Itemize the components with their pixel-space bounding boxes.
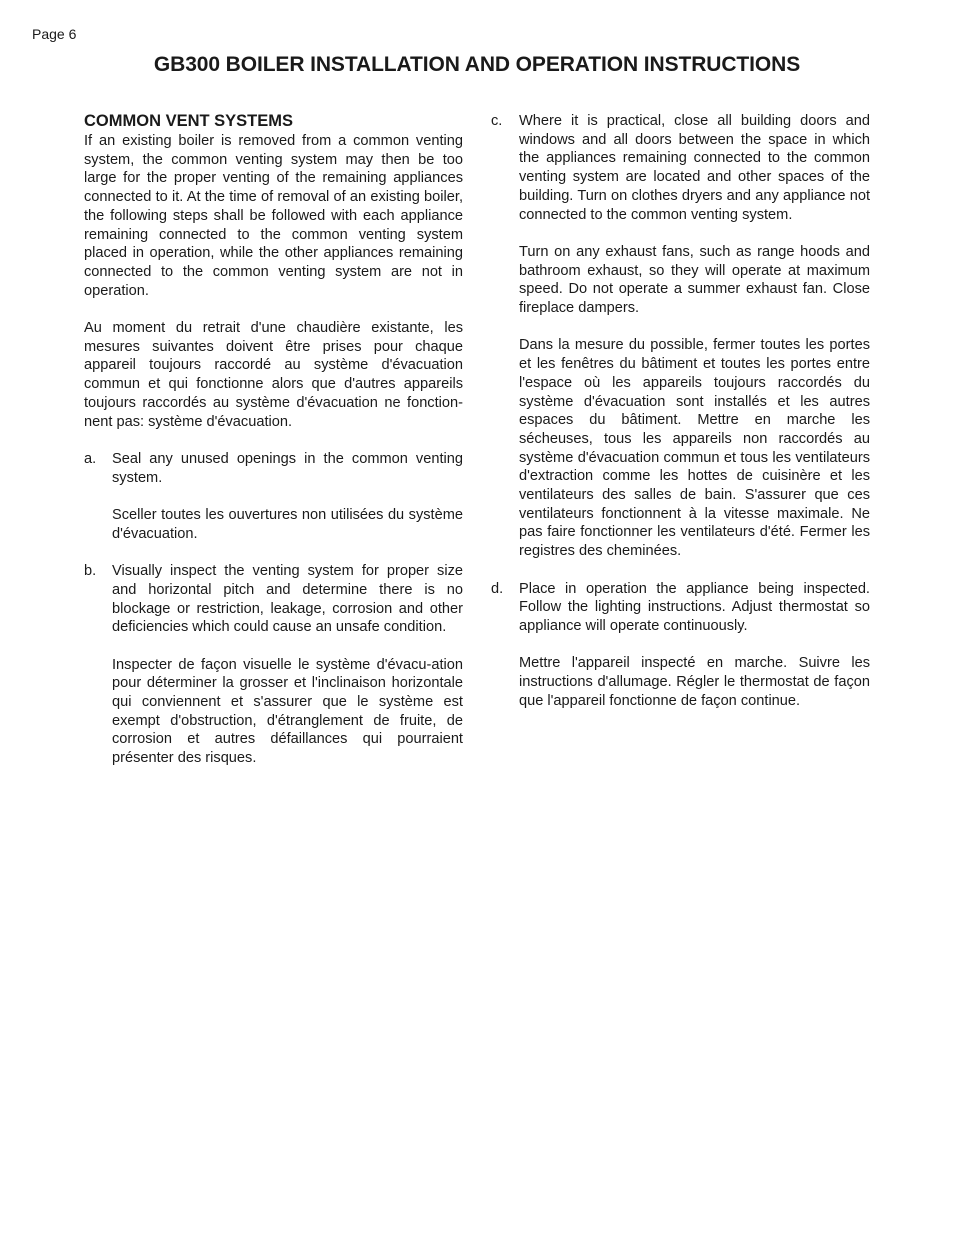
step-d: [491, 580, 870, 711]
step-d-english: Place in operation the appliance being inspected. Follow the lighting instructions. Adjust thermostat so appliance will operate continuously.: [519, 580, 870, 634]
intro-english: If an existing boiler is removed from a common venting system, the common venting system may then be too large for the proper venting of the remaining appliances connected to it. At the time of removal of an existing boiler, the following steps shall be followed with each appliance remaining connected to the common venting system placed in operation, while the other appliances remaining connected to the common venting system are not in operation.: [84, 133, 463, 299]
step-c-marker: c.: [491, 113, 503, 129]
section-heading: COMMON VENT SYSTEMS: [84, 112, 294, 130]
intro-french: Au moment du retrait d'une chaudière existante, les mesures suivantes doivent être prises pour chaque appareil toujours raccordé au système d'évacuation commun et qui fonctionne alors que d'autres appareils toujours raccordés au système d'évacuation ne fonction-nent pas: système d'évacuation.: [84, 320, 463, 430]
step-c-english-continued: Turn on any exhaust fans, such as range hoods and bathroom exhaust, so they will operate at maximum speed. Do not operate a summer exhaust fan. Close fireplace dampers.: [519, 243, 870, 317]
step-b-marker: b.: [84, 563, 97, 580]
step-d-marker: d.: [491, 580, 504, 597]
step-b-french: Inspecter de façon visuelle le système d'évacu-ation pour déterminer la grosser et l'inclinaison horizontale qui conviennent et s'assurer que le système est exempt d'obstruction, d'étranglement de fruite, de corrosion et autres défaillances qui pourraient présenter des risques.: [112, 656, 463, 767]
step-a-french: Sceller toutes les ouvertures non utilisées du système d'évacuation.: [112, 507, 463, 542]
document-title: GB300 BOILER INSTALLATION AND OPERATION INSTRUCTIONS: [153, 53, 801, 76]
step-a-marker: a.: [84, 450, 97, 467]
step-a-english: Seal any unused openings in the common venting system.: [112, 450, 463, 486]
step-a: [84, 450, 463, 544]
step-c-french: Dans la mesure du possible, fermer toutes les portes et les fenêtres du bâtiment et toutes les portes entre l'espace où les appareils toujours raccordés du système d'évacuation sont installés et les autres espaces du bâtiment. Mettre en marche les sécheuses, tous les appareils non raccordés au système d'évacuation commun et tous les ventilateurs d'extraction comme les hottes de cuisinère et les ventilateurs des salles de bain. S'assurer que ces ventilateurs fonctionnent à la vitesse maximale. Ne pas faire fonctionner les ventilateurs d'été. Fermer les registres des cheminées.: [519, 337, 870, 560]
step-c-english: Where it is practical, close all building doors and windows and all doors between the space in which the appliances remaining connected to the common venting system are located and other spaces of the building. Turn on clothes dryers and any appliance not connected to the common venting system.: [519, 113, 870, 223]
step-c: [491, 112, 870, 561]
page-number: Page 6: [32, 26, 77, 42]
step-d-french: Mettre l'appareil inspecté en marche. Suivre les instructions d'allumage. Régler le thermostat de façon que l'appareil fonctionne de façon continue.: [519, 655, 870, 709]
right-column: [491, 112, 870, 710]
left-column: [84, 112, 463, 768]
step-b-english: Visually inspect the venting system for proper size and horizontal pitch and determine there is no blockage or restriction, leakage, corrosion and other deficiencies which could cause an unsafe condition.: [112, 563, 463, 636]
step-b: [84, 562, 463, 768]
